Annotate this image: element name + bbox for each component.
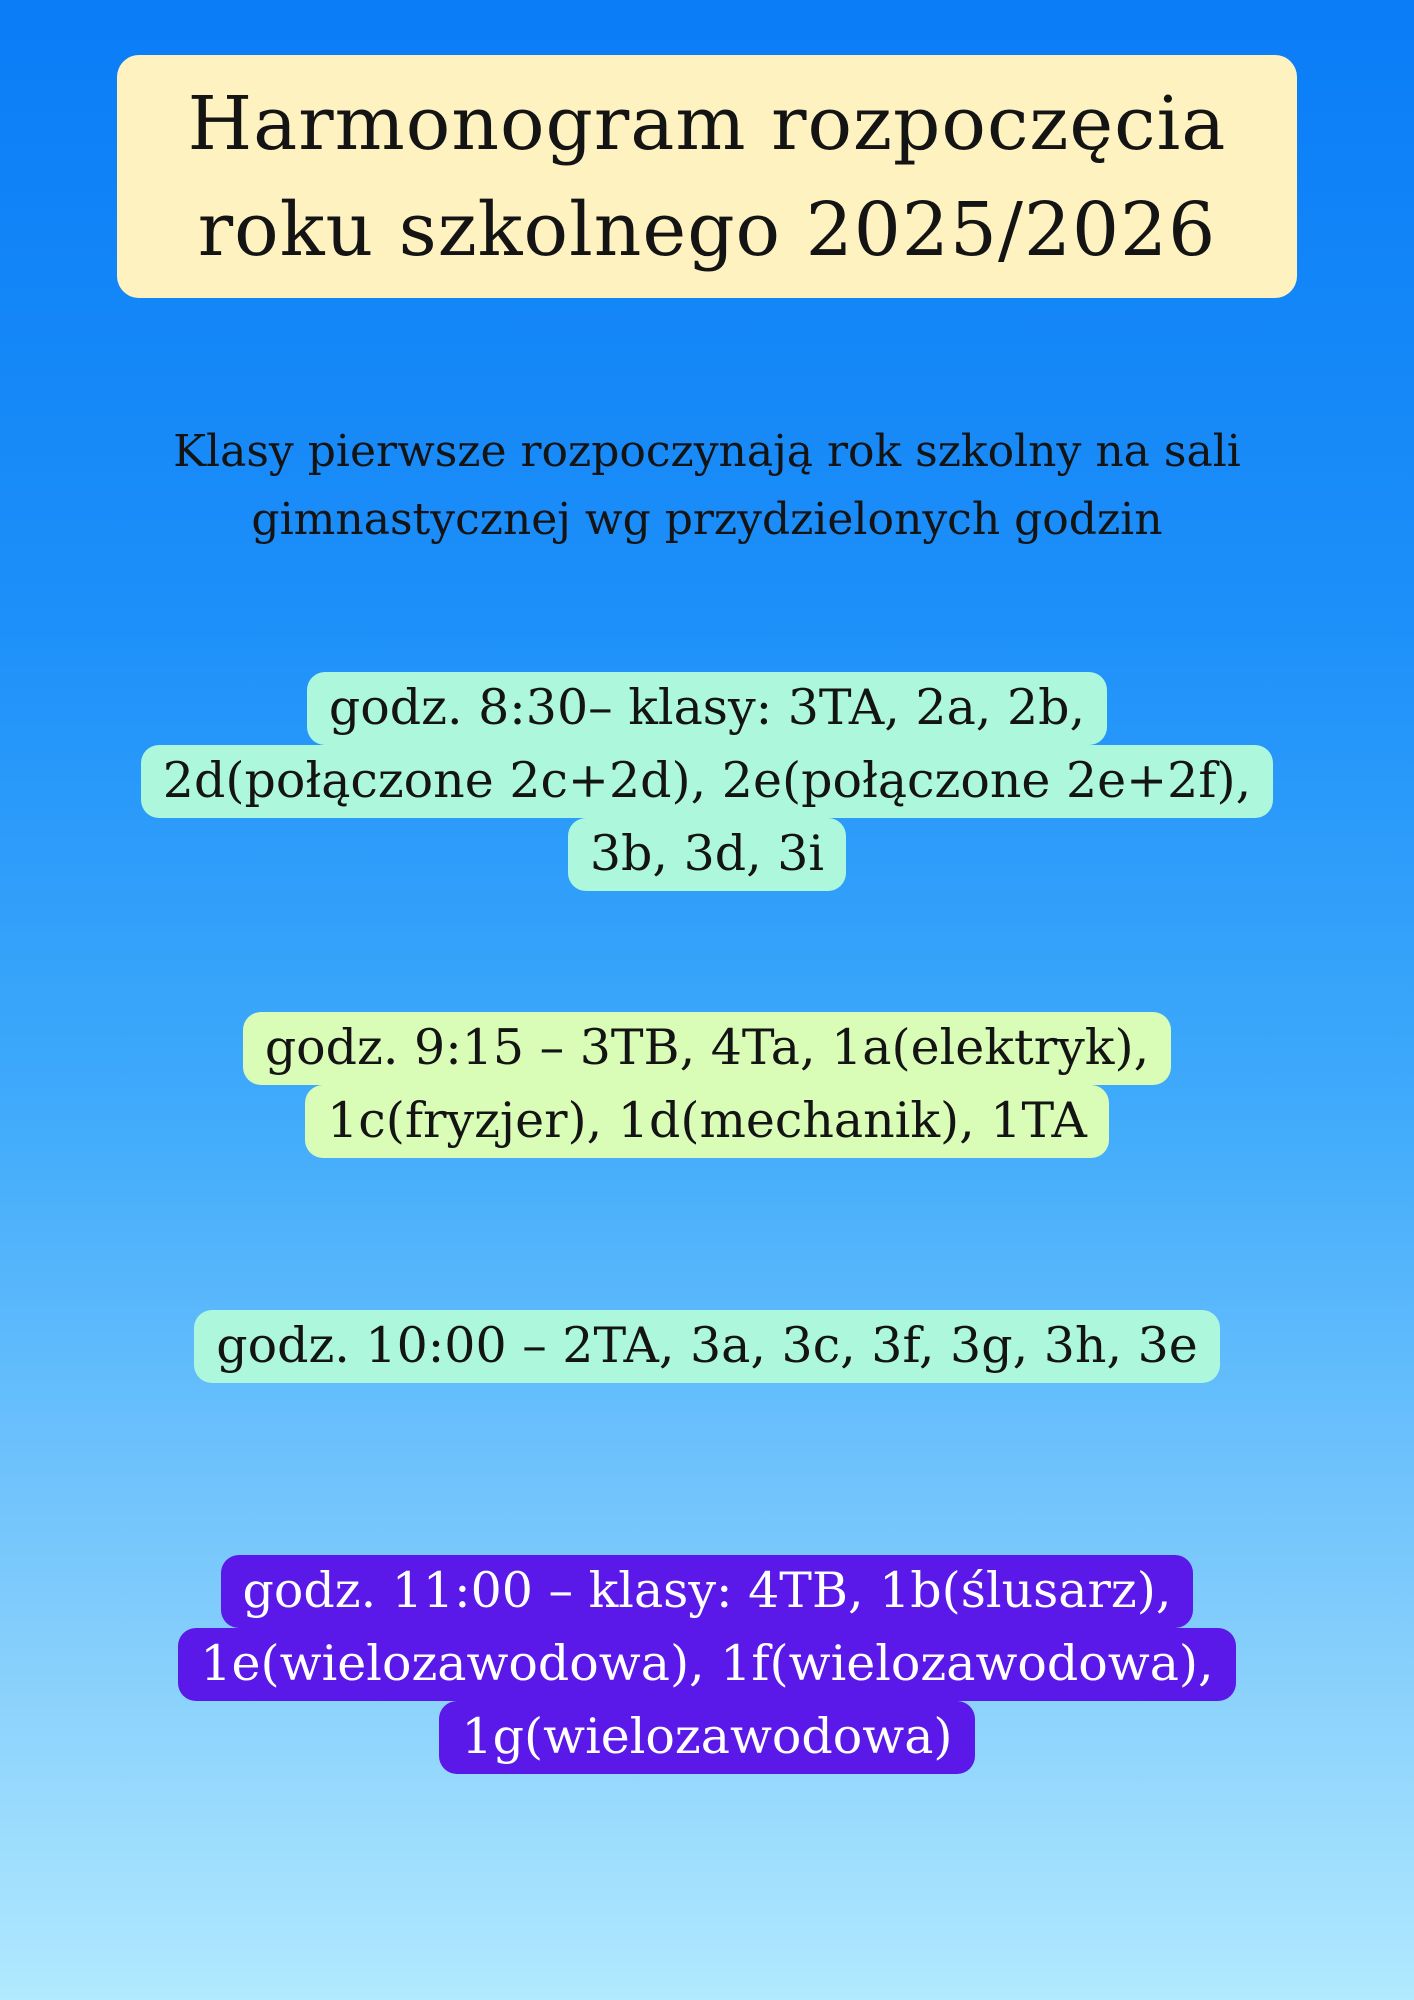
schedule-slot-1000 xyxy=(0,1310,1414,1383)
title-line-1: Harmonogram rozpoczęcia xyxy=(187,80,1227,167)
slot-1100-line-3: 1g(wielozawodowa) xyxy=(439,1701,974,1774)
title-box xyxy=(117,55,1297,298)
slot-0830-line-3: 3b, 3d, 3i xyxy=(568,818,846,891)
intro-text xyxy=(0,418,1414,554)
slot-0915-line-1: godz. 9:15 – 3TB, 4Ta, 1a(elektryk), xyxy=(243,1012,1171,1085)
slot-1100-line-1: godz. 11:00 – klasy: 4TB, 1b(ślusarz), xyxy=(221,1555,1194,1628)
slot-0915-line-2: 1c(fryzjer), 1d(mechanik), 1TA xyxy=(305,1085,1109,1158)
schedule-slot-1100 xyxy=(0,1555,1414,1774)
slot-0830-line-2: 2d(połączone 2c+2d), 2e(połączone 2e+2f), xyxy=(141,745,1273,818)
schedule-slot-0830 xyxy=(0,672,1414,891)
intro-line-1: Klasy pierwsze rozpoczynają rok szkolny na sali xyxy=(173,426,1241,477)
slot-1000-line-1: godz. 10:00 – 2TA, 3a, 3c, 3f, 3g, 3h, 3e xyxy=(194,1310,1220,1383)
slot-1100-line-2: 1e(wielozawodowa), 1f(wielozawodowa), xyxy=(178,1628,1235,1701)
slot-0830-line-1: godz. 8:30– klasy: 3TA, 2a, 2b, xyxy=(307,672,1107,745)
schedule-slot-0915 xyxy=(0,1012,1414,1158)
intro-line-2: gimnastycznej wg przydzielonych godzin xyxy=(251,494,1163,545)
title-line-2: roku szkolnego 2025/2026 xyxy=(197,186,1217,273)
